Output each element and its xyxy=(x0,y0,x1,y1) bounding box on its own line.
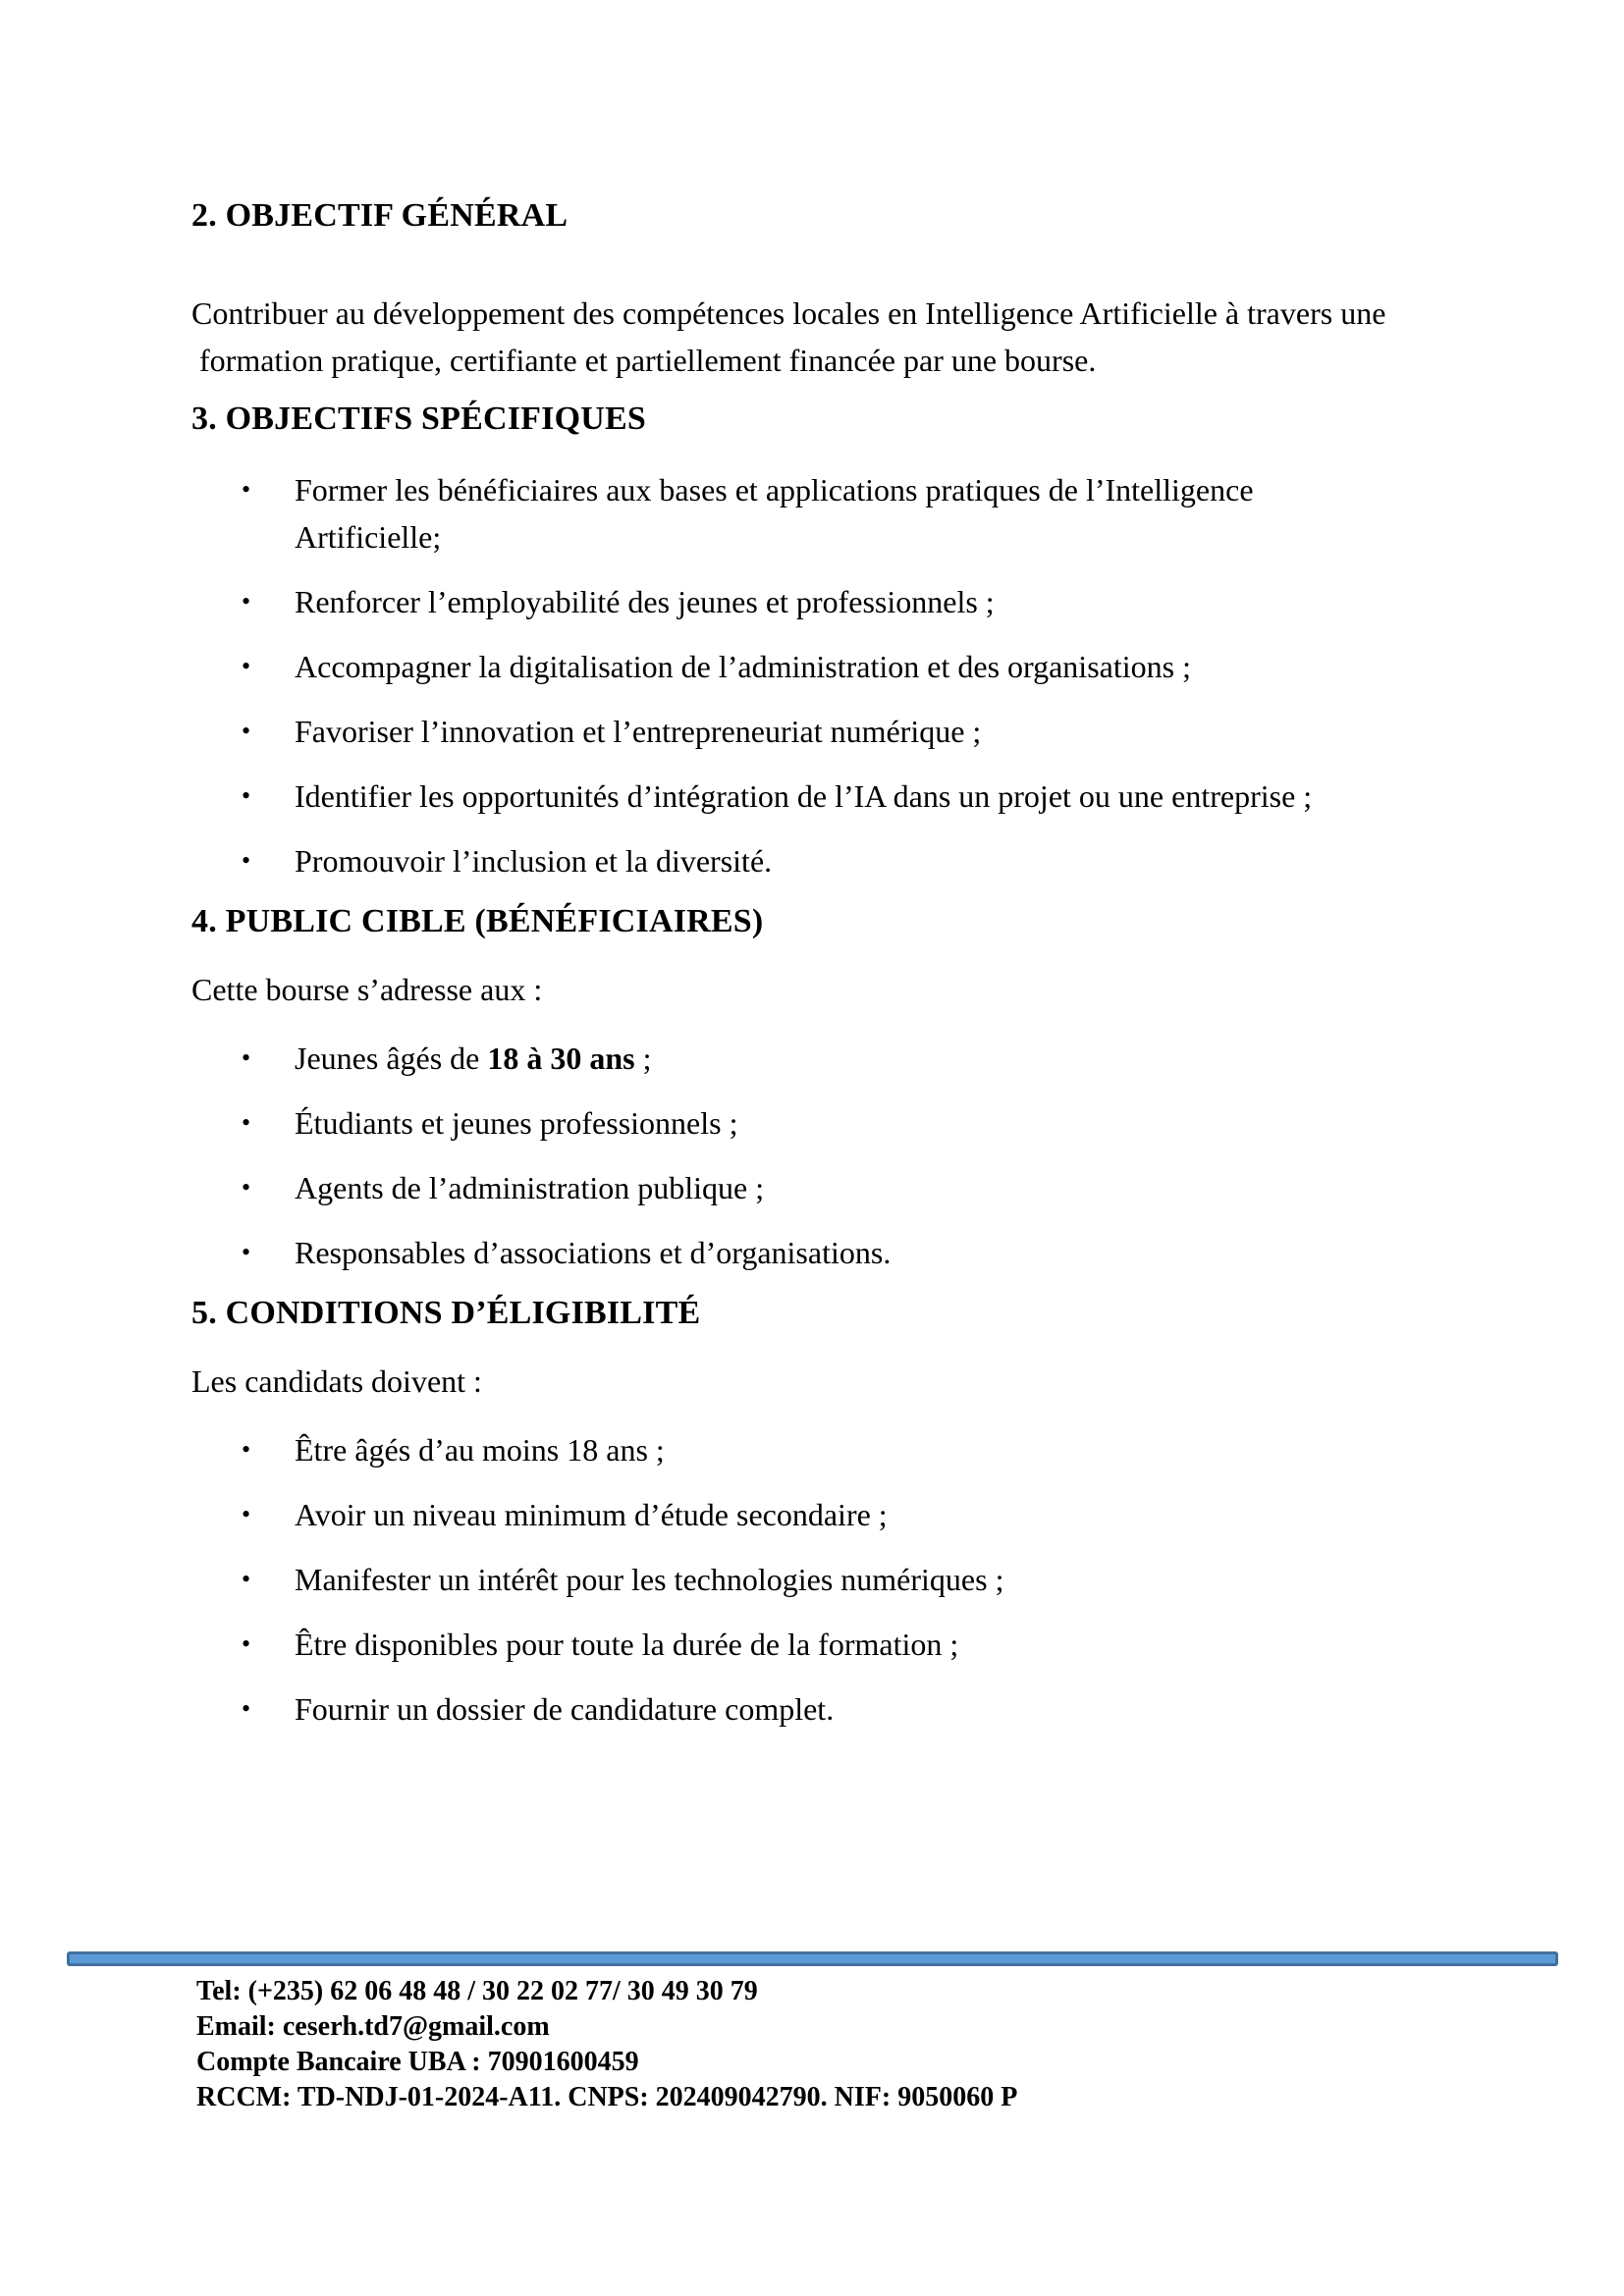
bullet-item xyxy=(242,708,1467,755)
section-5-intro: Les candidats doivent : xyxy=(191,1363,482,1399)
footer-contact-block xyxy=(196,1974,1624,2115)
paragraph-line-1: Contribuer au développement des compétences locales en Intelligence Artificielle à travers une xyxy=(191,295,1386,331)
bullet-text-prefix: Jeunes âgés de xyxy=(295,1041,488,1076)
bullet-item xyxy=(242,1491,1467,1538)
bullet-text: Agents de l’administration publique ; xyxy=(295,1170,765,1205)
bullet-text: Fournir un dossier de candidature complet. xyxy=(295,1691,835,1727)
bullet-item xyxy=(242,1426,1467,1473)
section-3-bullet-list xyxy=(191,466,1467,884)
bullet-text xyxy=(295,466,1467,561)
bullet-item xyxy=(242,466,1467,561)
bullet-icon: • xyxy=(242,1238,251,1266)
section-4-bullet-list xyxy=(191,1035,1467,1276)
section-5-bullet-list xyxy=(191,1426,1467,1733)
section-4-intro: Cette bourse s’adresse aux : xyxy=(191,972,543,1007)
bullet-icon: • xyxy=(242,717,251,745)
bullet-icon: • xyxy=(242,1500,251,1528)
bullet-text: Avoir un niveau minimum d’étude secondaire ; xyxy=(295,1497,888,1532)
section-4-heading: 4. PUBLIC CIBLE (BÉNÉFICIAIRES) xyxy=(191,903,764,939)
bullet-icon: • xyxy=(242,1173,251,1201)
bullet-icon: • xyxy=(242,1694,251,1723)
bullet-text: Responsables d’associations et d’organisations. xyxy=(295,1235,892,1270)
bullet-text: Manifester un intérêt pour les technologies numériques ; xyxy=(295,1562,1004,1597)
bullet-item xyxy=(242,643,1467,690)
bullet-text: Favoriser l’innovation et l’entrepreneuriat numérique ; xyxy=(295,714,982,749)
bullet-text-line-2: Artificielle; xyxy=(295,519,442,555)
footer-registration-ids: RCCM: TD-NDJ-01-2024-A11. CNPS: 202409042790. NIF: 9050060 P xyxy=(196,2082,1018,2112)
bullet-text: Être âgés d’au moins 18 ans ; xyxy=(295,1432,665,1468)
bullet-text: Accompagner la digitalisation de l’administration et des organisations ; xyxy=(295,649,1191,684)
footer-bank-account: Compte Bancaire UBA : 70901600459 xyxy=(196,2047,639,2077)
bullet-text: Être disponibles pour toute la durée de la formation ; xyxy=(295,1627,959,1662)
bullet-icon: • xyxy=(242,652,251,680)
bullet-item xyxy=(242,1621,1467,1668)
bullet-text xyxy=(295,1035,1467,1082)
bullet-item xyxy=(242,1099,1467,1147)
section-5-heading: 5. CONDITIONS D’ÉLIGIBILITÉ xyxy=(191,1295,701,1331)
bullet-text-bold: 18 à 30 ans xyxy=(487,1041,635,1076)
bullet-item xyxy=(242,1164,1467,1211)
page-footer xyxy=(0,1951,1624,2115)
bullet-item xyxy=(242,578,1467,625)
bullet-text: Identifier les opportunités d’intégration de l’IA dans un projet ou une entreprise ; xyxy=(295,778,1313,814)
bullet-item xyxy=(242,1556,1467,1603)
footer-divider-bar xyxy=(67,1951,1558,1966)
bullet-icon: • xyxy=(242,1043,251,1072)
bullet-text: Renforcer l’employabilité des jeunes et professionnels ; xyxy=(295,584,995,619)
bullet-text-suffix: ; xyxy=(634,1041,652,1076)
bullet-icon: • xyxy=(242,1435,251,1464)
bullet-text: Promouvoir l’inclusion et la diversité. xyxy=(295,843,773,879)
bullet-icon: • xyxy=(242,475,251,504)
section-2-heading: 2. OBJECTIF GÉNÉRAL xyxy=(191,197,568,234)
bullet-item xyxy=(242,1035,1467,1082)
bullet-item xyxy=(242,773,1467,820)
footer-tel: Tel: (+235) 62 06 48 48 / 30 22 02 77/ 30 49 30 79 xyxy=(196,1976,758,2006)
section-2-paragraph xyxy=(191,290,1467,384)
bullet-text-line-1: Former les bénéficiaires aux bases et applications pratiques de l’Intelligence xyxy=(295,472,1254,507)
paragraph-line-2: formation pratique, certifiante et partiellement financée par une bourse. xyxy=(199,343,1097,378)
bullet-icon: • xyxy=(242,1629,251,1658)
bullet-icon: • xyxy=(242,1108,251,1137)
bullet-text: Étudiants et jeunes professionnels ; xyxy=(295,1105,738,1141)
section-3-heading: 3. OBJECTIFS SPÉCIFIQUES xyxy=(191,400,646,437)
bullet-icon: • xyxy=(242,587,251,615)
footer-email: Email: ceserh.td7@gmail.com xyxy=(196,2011,550,2042)
bullet-icon: • xyxy=(242,781,251,810)
bullet-item xyxy=(242,837,1467,884)
bullet-item xyxy=(242,1229,1467,1276)
bullet-icon: • xyxy=(242,1565,251,1593)
bullet-icon: • xyxy=(242,846,251,875)
bullet-item xyxy=(242,1685,1467,1733)
